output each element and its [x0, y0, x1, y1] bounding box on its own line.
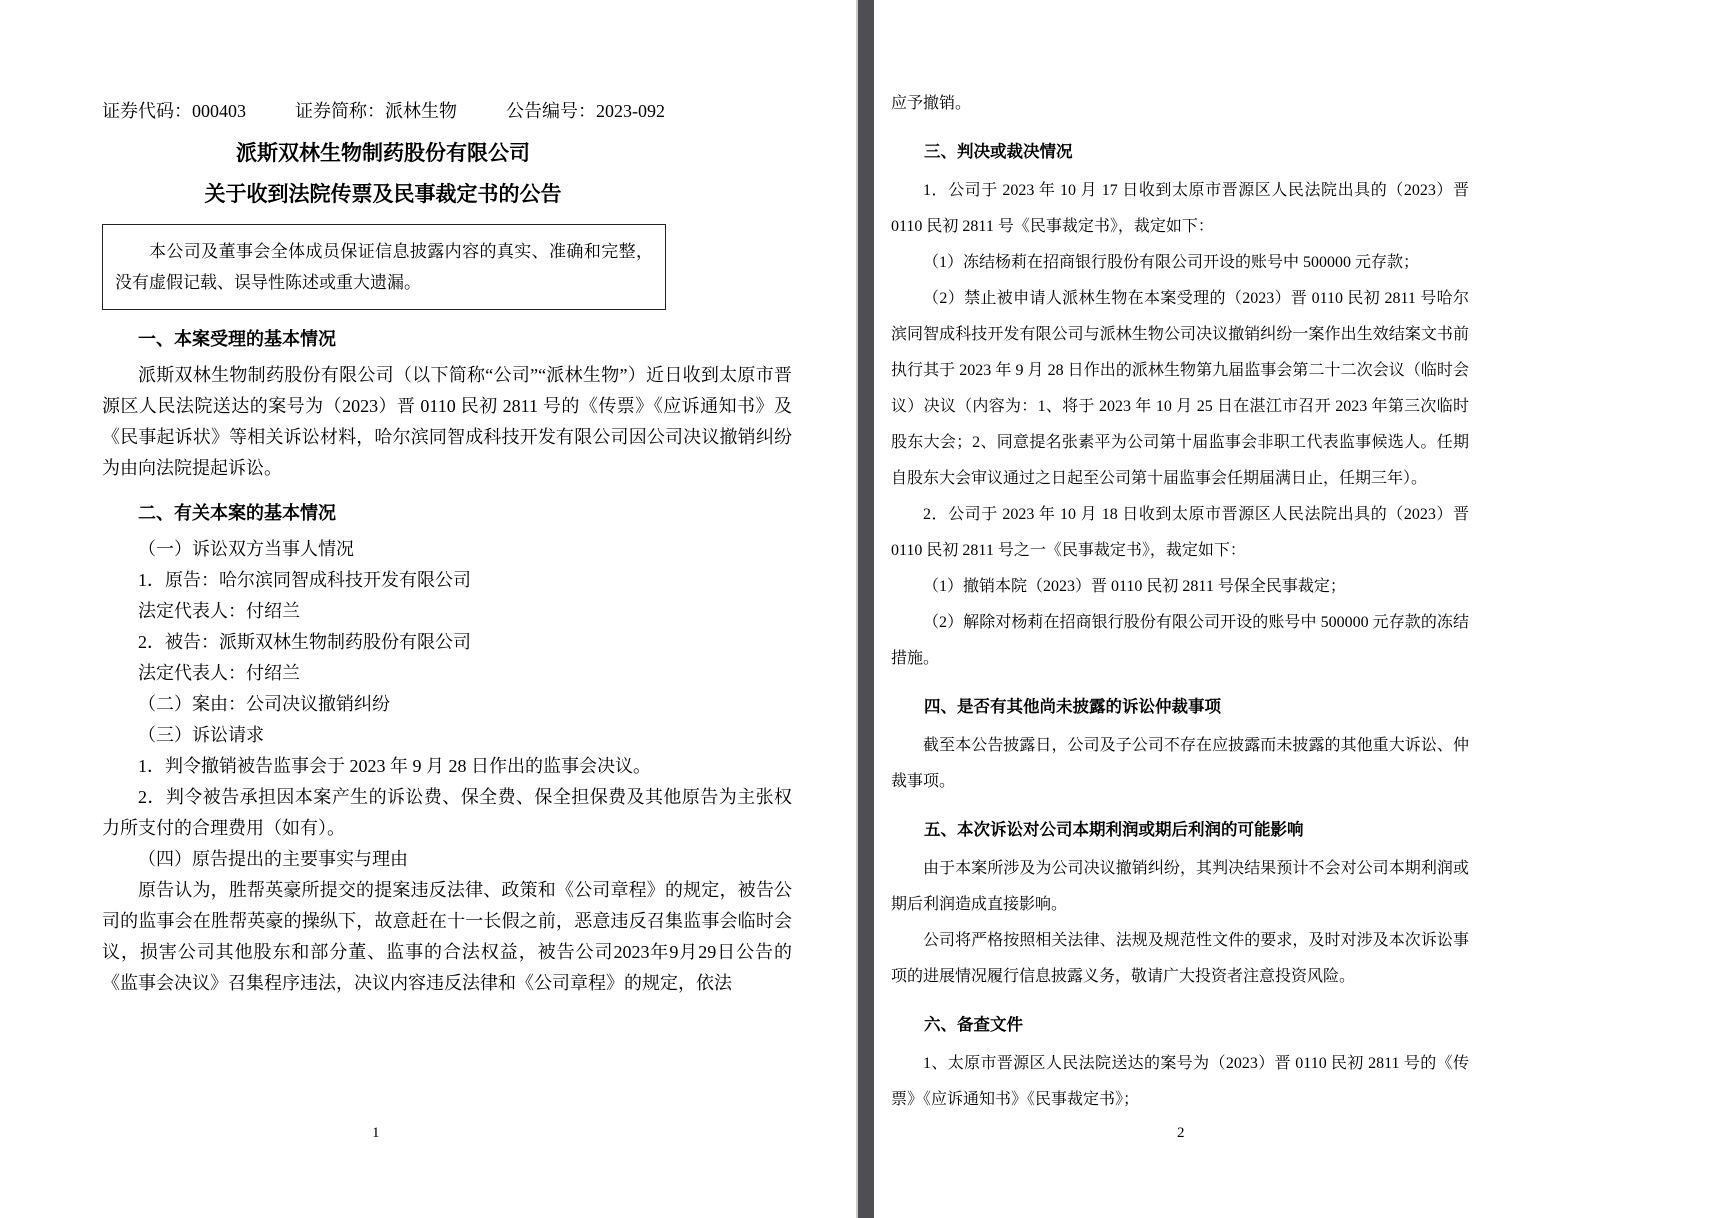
page-number-2: 2	[1177, 1125, 1185, 1141]
announcement-title: 关于收到法院传票及民事裁定书的公告	[204, 183, 562, 206]
cause-of-action-line: （二）案由：公司决议撤销纠纷	[138, 694, 390, 714]
section-1-heading: 一、本案受理的基本情况	[138, 329, 336, 349]
stock-name: 证券简称：派林生物	[295, 101, 457, 121]
page-1	[0, 0, 856, 1218]
claims-subheading: （三）诉讼请求	[138, 725, 264, 745]
stock-code: 证券代码：000403	[102, 101, 246, 121]
parties-subheading: （一）诉讼双方当事人情况	[138, 539, 354, 559]
carryover-paragraph: 应予撤销。	[891, 95, 972, 112]
section-3-heading: 三、判决或裁决情况	[924, 143, 1073, 161]
ruling-1-item-1: （1）冻结杨莉在招商银行股份有限公司开设的账号中 500000 元存款；	[923, 254, 1420, 271]
page-2-body	[891, 86, 1469, 1118]
plaintiff-legal-rep-line: 法定代表人：付绍兰	[138, 601, 300, 621]
ruling-2-item-1: （1）撤销本院（2023）晋 0110 民初 2811 号保全民事裁定；	[923, 578, 1346, 595]
defendant-line: 2．被告：派斯双林生物制药股份有限公司	[138, 632, 471, 652]
page-number-1: 1	[372, 1125, 380, 1141]
document-header	[102, 98, 792, 124]
disclaimer-box	[102, 224, 666, 310]
ruling-1-item-2: （2）禁止被申请人派林生物在本案受理的（2023）晋 0110 民初 2811 号哈尔滨同智成科技开发有限公司与派林生物公司决议撤销纠纷一案作出生效结案文书前执行其于 2023 年 9 月 28 日作出的派林生物第九届监事会第二十二次会议（临时会议）决议（内容为：1、将于 2023 年 10 月 25 日在湛江市召开 2023 年第三次临时股东大会；2、同意提名张素平为公司第十届监事会非职工代表监事候选人。任期自股东大会审议通过之日起至公司第十届监事会任期届满日止，任期三年）。	[891, 290, 1469, 487]
section-5-paragraph-2: 公司将严格按照相关法律、法规及规范性文件的要求，及时对涉及本次诉讼事项的进展情况履行信息披露义务，敬请广大投资者注意投资风险。	[891, 932, 1469, 985]
announcement-number: 公告编号：2023-092	[506, 101, 665, 121]
section-5-heading: 五、本次诉讼对公司本期利润或期后利润的可能影响	[924, 821, 1304, 839]
page-1-body	[102, 324, 792, 999]
ruling-2-intro: 2．公司于 2023 年 10 月 18 日收到太原市晋源区人民法院出具的（2023）晋 0110 民初 2811 号之一《民事裁定书》，裁定如下：	[891, 506, 1469, 559]
facts-subheading: （四）原告提出的主要事实与理由	[138, 849, 408, 869]
plaintiff-line: 1．原告：哈尔滨同智成科技开发有限公司	[138, 570, 471, 590]
page-divider	[856, 0, 874, 1218]
company-title: 派斯双林生物制药股份有限公司	[236, 142, 530, 165]
section-6-heading: 六、备查文件	[924, 1016, 1023, 1034]
disclaimer-text: 本公司及董事会全体成员保证信息披露内容的真实、准确和完整，没有虚假记载、误导性陈述或重大遗漏。	[115, 242, 653, 292]
section-4-heading: 四、是否有其他尚未披露的诉讼仲裁事项	[924, 698, 1221, 716]
section-5-paragraph-1: 由于本案所涉及为公司决议撤销纠纷，其判决结果预计不会对公司本期利润或期后利润造成直接影响。	[891, 860, 1469, 913]
ruling-1-intro: 1．公司于 2023 年 10 月 17 日收到太原市晋源区人民法院出具的（2023）晋 0110 民初 2811 号《民事裁定书》，裁定如下：	[891, 182, 1469, 235]
claim-item-2: 2．判令被告承担因本案产生的诉讼费、保全费、保全担保费及其他原告为主张权力所支付的合理费用（如有）。	[102, 787, 792, 838]
claim-item-1: 1．判令撤销被告监事会于 2023 年 9 月 28 日作出的监事会决议。	[138, 756, 651, 776]
section-6-paragraph: 1、太原市晋源区人民法院送达的案号为（2023）晋 0110 民初 2811 号的《传票》《应诉通知书》《民事裁定书》；	[891, 1055, 1469, 1108]
page-2	[874, 0, 1734, 1218]
section-1-paragraph: 派斯双林生物制药股份有限公司（以下简称“公司”“派林生物”）近日收到太原市晋源区人民法院送达的案号为（2023）晋 0110 民初 2811 号的《传票》《应诉通知书》及《民事起诉状》等相关诉讼材料，哈尔滨同智成科技开发有限公司因公司决议撤销纠纷为由向法院提起诉讼。	[102, 365, 792, 478]
ruling-2-item-2: （2）解除对杨莉在招商银行股份有限公司开设的账号中 500000 元存款的冻结措施。	[891, 614, 1469, 667]
facts-paragraph: 原告认为，胜帮英豪所提交的提案违反法律、政策和《公司章程》的规定，被告公司的监事会在胜帮英豪的操纵下，故意赶在十一长假之前，恶意违反召集监事会临时会议，损害公司其他股东和部分董、监事的合法权益，被告公司2023年9月29日公告的《监事会决议》召集程序违法，决议内容违反法律和《公司章程》的规定，依法	[102, 880, 792, 993]
section-4-paragraph: 截至本公告披露日，公司及子公司不存在应披露而未披露的其他重大诉讼、仲裁事项。	[891, 737, 1469, 790]
section-2-heading: 二、有关本案的基本情况	[138, 503, 336, 523]
defendant-legal-rep-line: 法定代表人：付绍兰	[138, 663, 300, 683]
